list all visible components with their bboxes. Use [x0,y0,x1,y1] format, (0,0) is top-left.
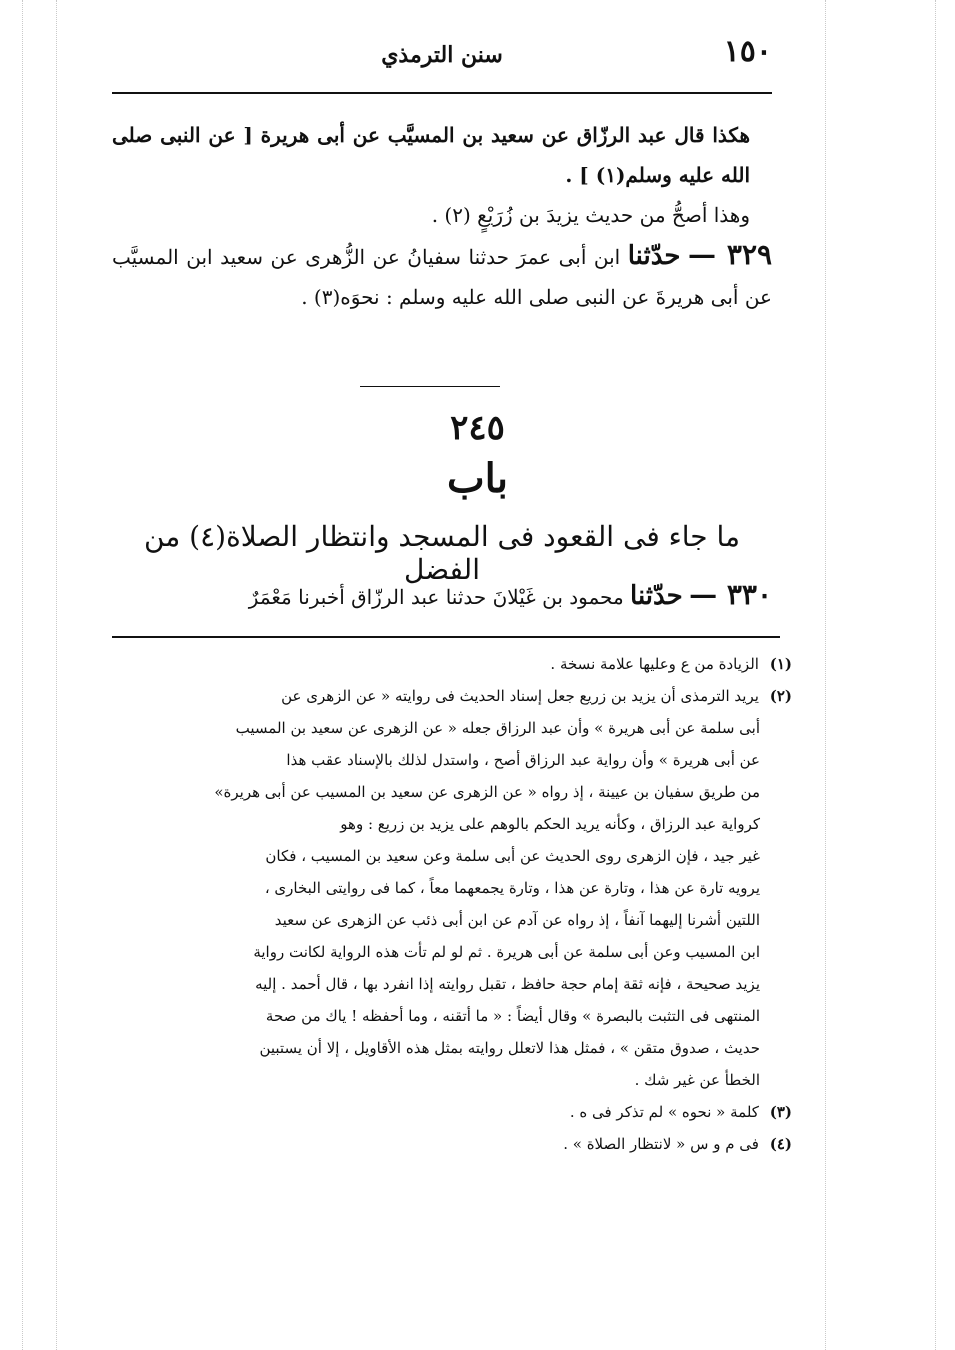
footnote-text: يريد الترمذى أن يزيد بن زريع جعل إسناد الحديث فى روايته « عن الزهرى عن [281,687,759,705]
footnote-line: أبى سلمة عن أبى هريرة » وأن عبد الرزاق جعله « عن الزهرى عن سعيد بن المسيب [235,719,760,737]
chapter-word: باب [447,455,508,502]
chapter-title: ما جاء فى القعود فى المسجد وانتظار الصلاة(٤) من الفضل [143,520,741,586]
footnote-3 [112,1096,792,1128]
paragraph: هكذا قال عبد الرزّاق عن سعيد بن المسيَّب عن أبى هريرة [ عن النبى صلى الله عليه وسلم(١) ] . [112,123,750,187]
footnotes [112,648,792,1160]
footnote-number: (٤) [769,1135,792,1153]
footnote-number: (٢) [769,687,792,705]
footnote-text: الزيادة من ع وعليها علامة نسخة . [550,655,759,673]
page-header [112,28,772,88]
hadith-329 [112,235,772,317]
paragraph: وهذا أصحُّ من حديث يزيدَ بن زُرَيْعٍ (٢) . [431,203,750,227]
hadith-330 [112,578,772,611]
hadith-text: ابن أبى عمرَ حدثنا سفيانُ عن الزُّهرى عن سعيد ابن المسيَّب عن أبى هريرةَ عن النبى صلى الله عليه وسلم : نحوَه(٣) . [112,245,772,309]
footnote-line: كرواية عبد الرزاق ، وكأنه يريد الحكم بالوهم على يزيد بن زريع : وهو [340,815,760,833]
footnote-line: غير جيد ، فإن الزهرى روى الحديث عن أبى سلمة وعن سعيد بن المسيب ، فكان [265,847,760,865]
footnote-line: عن أبى هريرة » وأن رواية عبد الرزاق أصح ، واستدل لذلك بالإسناد عقب هذا [286,751,760,769]
section-divider [360,386,500,387]
hadith-text: محمود بن غَيْلانَ حدثنا عبد الرزّاق أخبرنا مَعْمَرٌ [248,585,624,609]
footnote-number: (٣) [769,1103,792,1121]
page-number: ١٥٠ [723,34,772,69]
footnote-line: الخطأ عن غير شك . [634,1071,760,1089]
chapter-number: ٢٤٥ [450,408,505,448]
footnote-rule [112,636,780,638]
main-text [112,115,772,317]
footnote-line: المنتهى فى التثبت بالبصرة » وقال أيضاً : « ما أتقنه ، وما أحفظه ! ياك من صحة [265,1007,760,1025]
haddathana-word: حدّثنا [630,581,683,611]
haddathana-word: حدّثنا [627,241,681,271]
left-margin-guide [22,0,23,1350]
footnote-line: من طريق سفيان بن عيينة ، إذ رواه « عن الزهرى عن سعيد بن المسيب عن أبى هريرة» [214,783,760,801]
hadith-number: ٣٢٩ — [688,238,773,271]
footnote-text: كلمة « نحوه » لم تذكر فى ه . [569,1103,759,1121]
header-rule [112,92,772,94]
footnote-4 [112,1128,792,1160]
running-title: سنن الترمذي [381,42,503,68]
footnote-line: يرويه تارة عن هذا ، وتارة عن هذا ، وتارة يجمعهما معاً ، كما فى روايتى البخارى ، [264,879,760,897]
footnote-line: اللتين أشرنا إليهما آنفاً ، إذ رواه عن آدم عن ابن أبى ذئب عن الزهرى عن سعيد [274,911,760,929]
footnote-text: فى م و س « لانتظار الصلاة » . [563,1135,759,1153]
footnote-line: ابن المسيب وعن أبى سلمة عن أبى هريرة . ثم لو لم تأت هذه الرواية لكانت رواية [253,943,760,961]
right-margin-guide [935,0,936,1350]
footnote-number: (١) [769,655,792,673]
footnote-1 [112,648,792,680]
left-margin-guide [56,0,57,1350]
right-margin-guide [825,0,826,1350]
footnote-line: يزيد صحيحة ، فإنه ثقة إمام حجة حافظ ، تقبل روايته إذا انفرد بها ، قال أحمد . إليه [255,975,760,993]
footnote-line: حديث ، صدوق متقن » ، فمثل هذا لاتعلل روايته بمثل هذه الأقاويل ، إلا أن يستبين [259,1039,760,1057]
hadith-number: ٣٣٠ — [689,578,772,611]
footnote-2 [112,680,792,712]
